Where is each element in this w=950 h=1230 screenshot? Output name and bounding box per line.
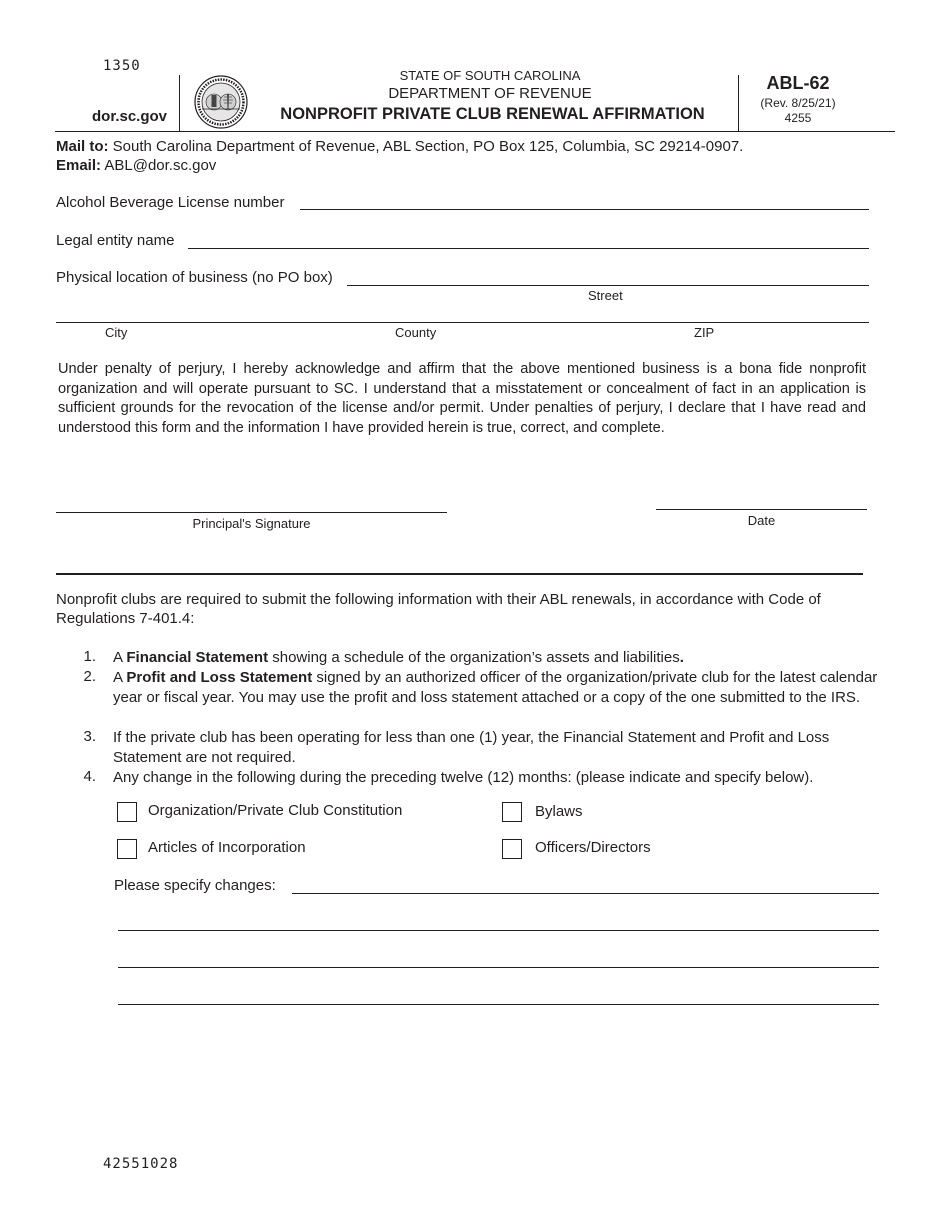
county-label: County <box>395 325 437 340</box>
date-label: Date <box>747 513 776 528</box>
mail-to-label: Mail to: <box>56 138 109 155</box>
date-field[interactable] <box>656 509 867 510</box>
license-number-field[interactable] <box>300 209 869 210</box>
list-item-financial-statement: A Financial Statement showing a schedule of the organization’s assets and liabilities. <box>113 649 684 666</box>
email-label: Email: <box>56 157 102 174</box>
officers-checkbox[interactable] <box>502 839 522 859</box>
signature-field[interactable] <box>56 512 447 513</box>
list-item-operating-period: If the private club has been operating for less than one (1) year, the Financial Statement and Profit and Loss Statement are not required. <box>113 729 830 766</box>
city-county-zip-field[interactable] <box>56 322 869 323</box>
state-name: STATE OF SOUTH CAROLINA <box>399 68 581 83</box>
bylaws-label: Bylaws <box>535 803 583 820</box>
specify-changes-line[interactable] <box>118 967 879 968</box>
specify-changes-label: Please specify changes: <box>114 877 276 894</box>
header-divider-left <box>179 75 180 131</box>
zip-label: ZIP <box>694 325 715 340</box>
list-number: 1. <box>83 648 96 665</box>
officers-label: Officers/Directors <box>535 839 651 856</box>
constitution-checkbox[interactable] <box>117 802 137 822</box>
list-item-changes: Any change in the following during the preceding twelve (12) months: (please indicate and specify below). <box>113 769 814 786</box>
email-line <box>56 157 216 174</box>
street-field[interactable] <box>347 285 869 286</box>
header-rule <box>55 131 895 132</box>
section-divider <box>56 573 863 575</box>
list-item-profit-loss: A Profit and Loss Statement signed by an authorized officer of the organization/private club for the latest calendar year or fiscal year. You may use the profit and loss statement attached or a copy of the one submitted to the IRS. <box>113 669 878 706</box>
constitution-label: Organization/Private Club Constitution <box>148 802 403 819</box>
specify-changes-line[interactable] <box>118 1004 879 1005</box>
affirmation-text: Under penalty of perjury, I hereby acknowledge and affirm that the above mentioned business is a bona fide nonprofit organization and will operate pursuant to SC. I understand that a misstatement or concealment of fact in an application is sufficient grounds for the revocation of the license and/or permit. Under penalties of perjury, I declare that I have read and understood this form and the information I have provided herein is true, correct, and complete. <box>58 361 866 436</box>
form-title: NONPROFIT PRIVATE CLUB RENEWAL AFFIRMATION <box>280 105 705 123</box>
specify-changes-field[interactable] <box>292 893 879 894</box>
list-number: 3. <box>83 728 96 745</box>
articles-label: Articles of Incorporation <box>148 839 306 856</box>
legal-entity-label: Legal entity name <box>56 232 175 249</box>
specify-changes-line[interactable] <box>118 930 879 931</box>
legal-entity-field[interactable] <box>188 248 869 249</box>
form-number: 4255 <box>784 111 812 125</box>
license-number-label: Alcohol Beverage License number <box>56 194 285 211</box>
header-divider-right <box>738 75 739 131</box>
requirements-intro: Nonprofit clubs are required to submit the following information with their ABL renewals, in accordance with Code of Regulations 7-401.4: <box>56 591 821 627</box>
list-number: 4. <box>83 768 96 785</box>
sc-state-seal-icon <box>194 75 248 129</box>
mail-to-address: South Carolina Department of Revenue, ABL Section, PO Box 125, Columbia, SC 29214-0907. <box>112 138 744 155</box>
email-address: ABL@dor.sc.gov <box>104 157 217 174</box>
list-number: 2. <box>83 668 96 685</box>
top-scan-code: 1350 <box>103 58 141 74</box>
website-label: dor.sc.gov <box>92 108 168 125</box>
form-revision: (Rev. 8/25/21) <box>760 96 836 110</box>
street-label: Street <box>588 288 623 303</box>
articles-checkbox[interactable] <box>117 839 137 859</box>
form-id: ABL-62 <box>766 73 830 93</box>
signature-label: Principal's Signature <box>192 516 311 531</box>
mail-to-line <box>56 138 743 155</box>
city-label: City <box>105 325 128 340</box>
physical-location-label: Physical location of business (no PO box) <box>56 269 333 286</box>
bottom-scan-code: 42551028 <box>103 1156 179 1172</box>
department-name: DEPARTMENT OF REVENUE <box>388 85 592 102</box>
bylaws-checkbox[interactable] <box>502 802 522 822</box>
